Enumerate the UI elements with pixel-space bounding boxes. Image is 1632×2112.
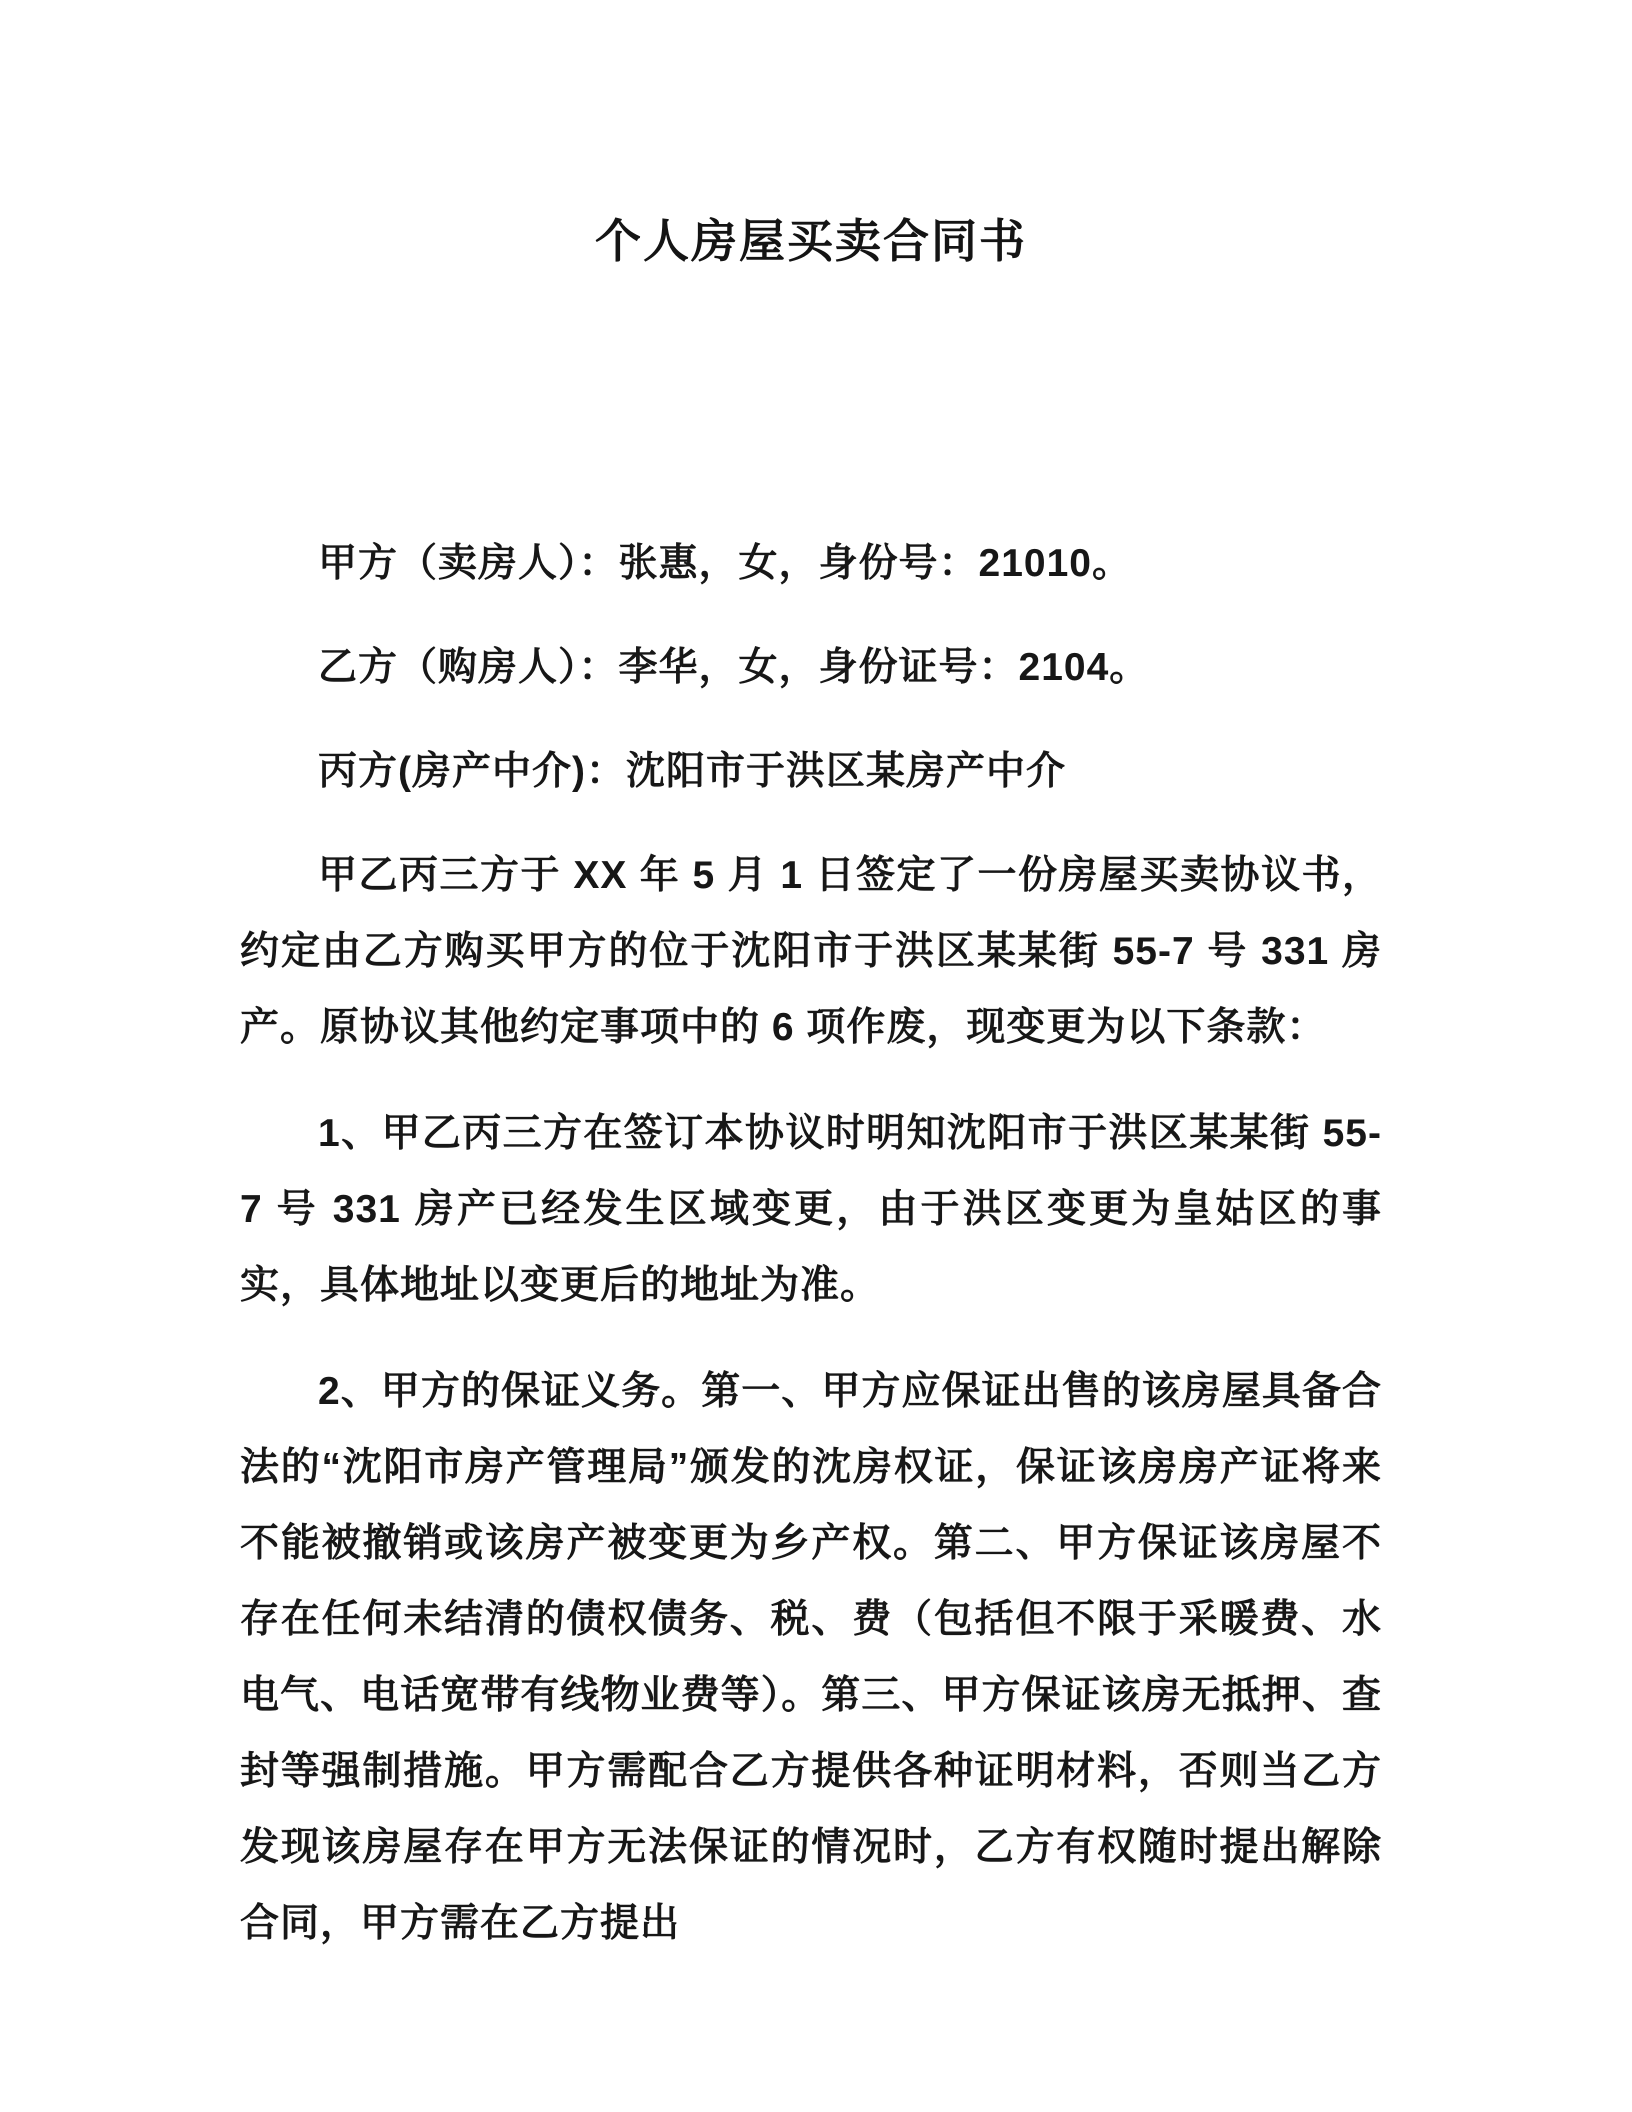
party-line-seller: 甲方（卖房人）：张惠，女，身份号：21010。 xyxy=(318,542,1132,585)
party-line-buyer: 乙方（购房人）：李华，女，身份证号：2104。 xyxy=(318,646,1150,689)
paragraph-clause-1: 1、甲乙丙三方在签订本协议时明知沈阳市于洪区某某街 55-7 号 331 房产已经发生区域变更，由于洪区变更为皇姑区的事实，具体地址以变更后的地址为准。 xyxy=(240,1112,1382,1307)
party-line-agent: 丙方(房产中介)：沈阳市于洪区某房产中介 xyxy=(318,750,1066,793)
paragraph-intro: 甲乙丙三方于 XX 年 5 月 1 日签定了一份房屋买卖协议书，约定由乙方购买甲方的位于沈阳市于洪区某某街 55-7 号 331 房产。原协议其他约定事项中的 6 项作废，现变更为以下条款： xyxy=(240,854,1382,1049)
document-title: 个人房屋买卖合同书 xyxy=(595,215,1027,267)
paragraph-clause-2: 2、甲方的保证义务。第一、甲方应保证出售的该房屋具备合法的“沈阳市房产管理局”颁发的沈房权证，保证该房房产证将来不能被撤销或该房产被变更为乡产权。第二、甲方保证该房屋不存在任何未结清的债权债务、税、费（包括但不限于采暖费、水电气、电话宽带有线物业费等）。第三、甲方保证该房无抵押、查封等强制措施。甲方需配合乙方提供各种证明材料，否则当乙方发现该房屋存在甲方无法保证的情况时，乙方有权随时提出解除合同，甲方需在乙方提出 xyxy=(240,1370,1382,1945)
